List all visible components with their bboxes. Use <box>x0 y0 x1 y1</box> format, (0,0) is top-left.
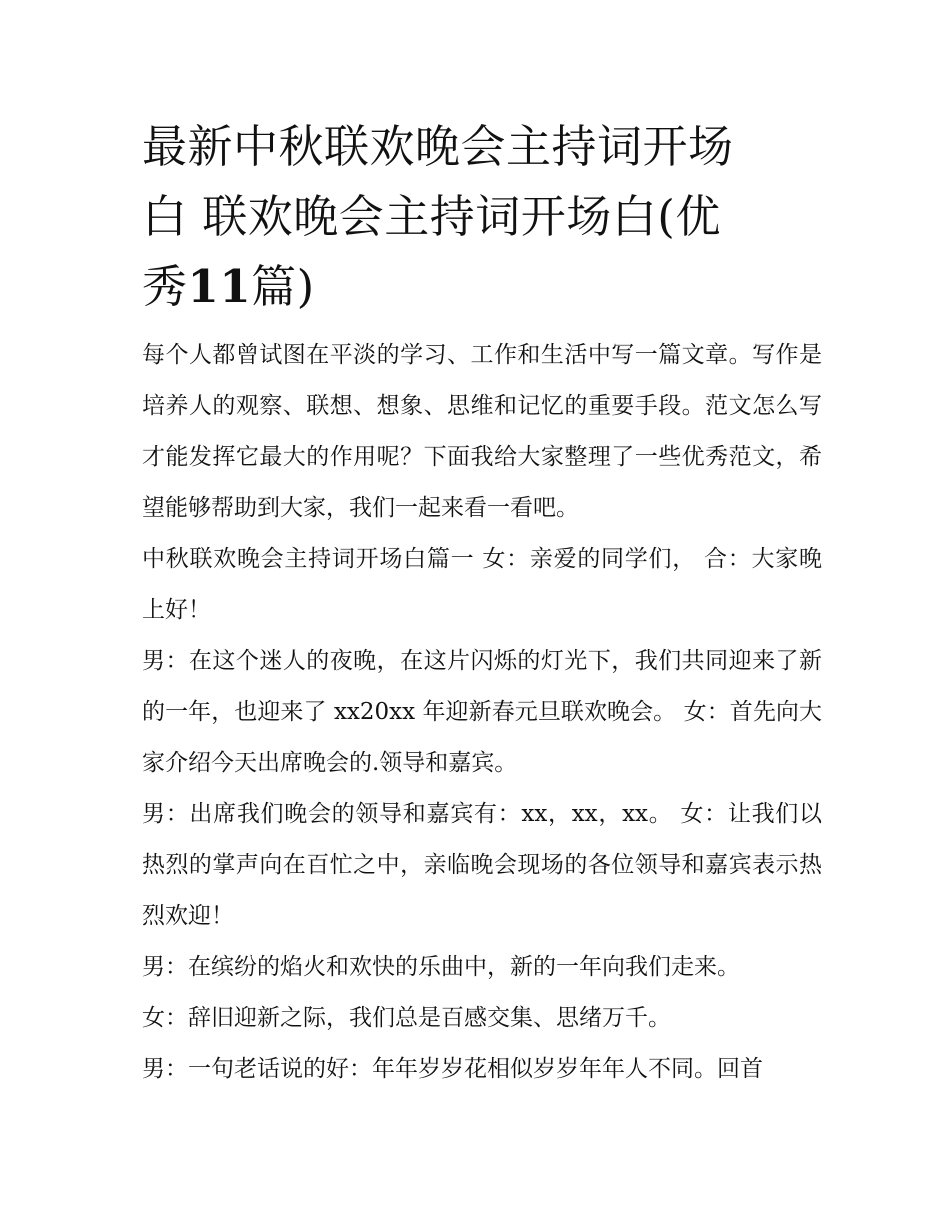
title-line-3-number: 11 <box>187 260 252 313</box>
title-line-3-part-c: 篇) <box>251 260 315 313</box>
body-paragraph: 男：一句老话说的好：年年岁岁花相似岁岁年年人不同。回首 <box>142 1056 763 1082</box>
body-paragraph: 中秋联欢晚会主持词开场白篇一 女：亲爱的同学们， 合：大家晚上好！ <box>142 546 822 623</box>
body-paragraph: 男：在缤纷的焰火和欢快的乐曲中，新的一年向我们走来。 <box>142 954 740 980</box>
title-line-1: 最新中秋联欢晚会主持词开场 <box>142 120 734 173</box>
title-line-3-part-a: 秀 <box>142 260 188 313</box>
title-line-3 <box>142 252 822 322</box>
title-line-2: 白 联欢晚会主持词开场白(优 <box>142 190 721 243</box>
document-title <box>142 112 822 322</box>
intro-paragraph: 每个人都曾试图在平淡的学习、工作和生活中写一篇文章。写作是培养人的观察、联想、想象、思维和记忆的重要手段。范文怎么写才能发挥它最大的作用呢？下面我给大家整理了一些优秀范文，希望能够帮助到大家，我们一起来看一看吧。 <box>142 342 822 521</box>
document-page <box>142 112 822 1095</box>
body-paragraph: 男：在这个迷人的夜晚，在这片闪烁的灯光下，我们共同迎来了新的一年，也迎来了 xx20xx 年迎新春元旦联欢晚会。 女：首先向大家介绍今天出席晚会的.领导和嘉宾。 <box>142 648 822 776</box>
body-paragraph: 女：辞旧迎新之际，我们总是百感交集、思绪万千。 <box>142 1005 671 1031</box>
body-paragraph: 男：出席我们晚会的领导和嘉宾有：xx，xx，xx。 女：让我们以热烈的掌声向在百忙之中，亲临晚会现场的各位领导和嘉宾表示热烈欢迎！ <box>142 801 822 929</box>
